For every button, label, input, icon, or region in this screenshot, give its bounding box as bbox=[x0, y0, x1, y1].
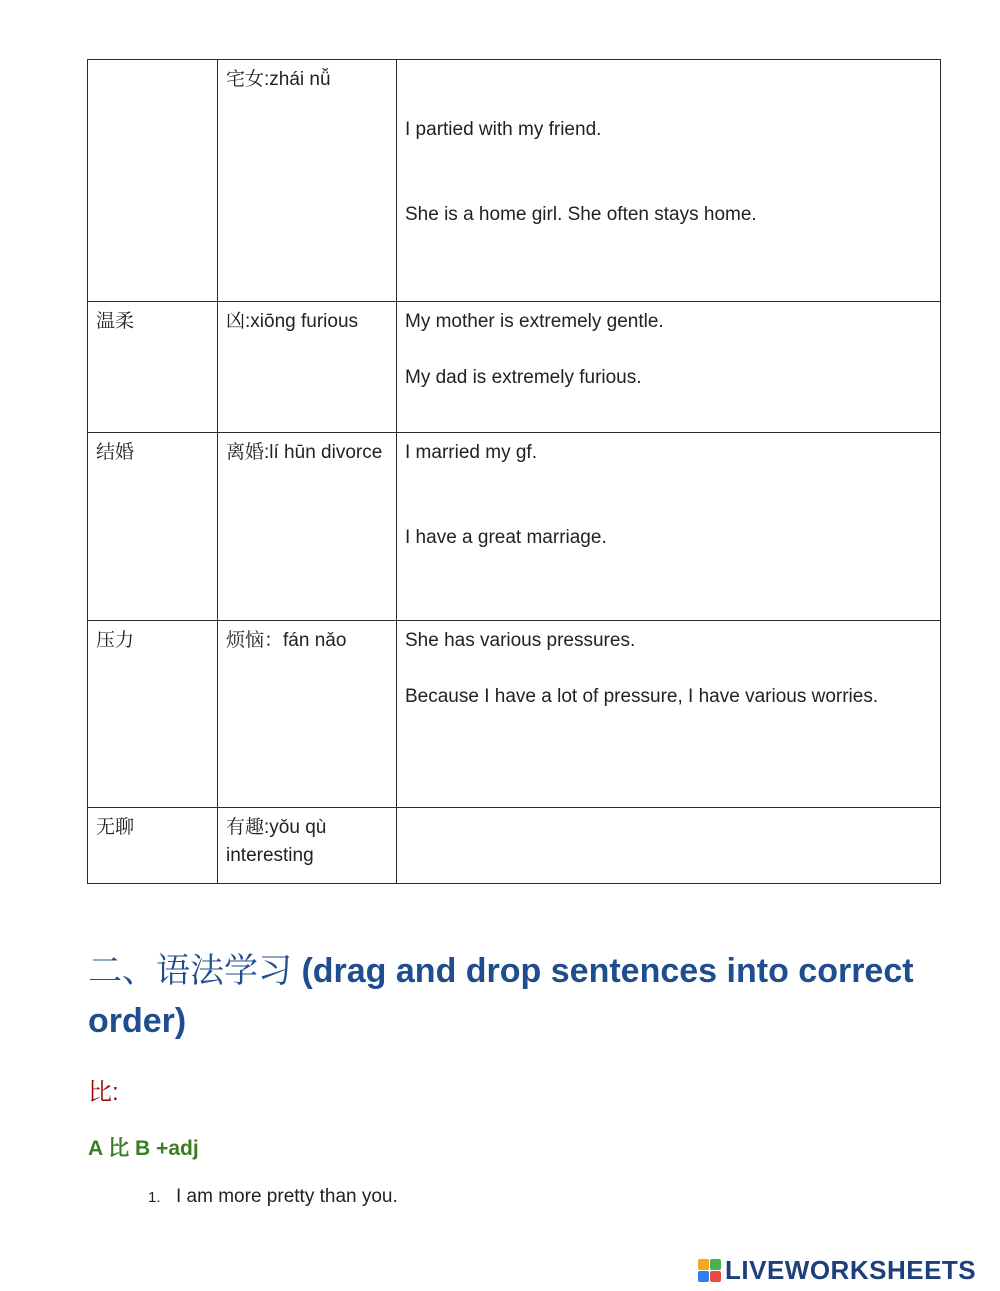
sentence-cell bbox=[397, 621, 941, 808]
sentence: She is a home girl. She often stays home. bbox=[405, 204, 757, 225]
item-number: 1. bbox=[148, 1189, 161, 1206]
word-cell: 压力 bbox=[88, 621, 218, 808]
heading-chinese: 二、语法学习 bbox=[88, 952, 292, 990]
sentence: My dad is extremely furious. bbox=[405, 367, 642, 388]
sentence: I partied with my friend. bbox=[405, 119, 602, 140]
list-item bbox=[148, 1186, 398, 1208]
contrast-cell: 离婚:lí hūn divorce bbox=[218, 433, 397, 621]
word-cell: 结婚 bbox=[88, 433, 218, 621]
word-cell: 无聊 bbox=[88, 808, 218, 884]
table-row bbox=[88, 621, 941, 808]
contrast-cell: 有趣:yǒu qù interesting bbox=[218, 808, 397, 884]
table-row bbox=[88, 302, 941, 433]
contrast-cell: 凶:xiōng furious bbox=[218, 302, 397, 433]
sentence: Because I have a lot of pressure, I have various worries. bbox=[405, 686, 879, 707]
sentence: She has various pressures. bbox=[405, 630, 636, 651]
item-text: I am more pretty than you. bbox=[176, 1186, 398, 1207]
logo-tile bbox=[710, 1271, 721, 1282]
sentence: I have a great marriage. bbox=[405, 527, 607, 548]
logo-tile bbox=[710, 1259, 721, 1270]
liveworksheets-logo-icon bbox=[698, 1259, 721, 1282]
word-cell: 温柔 bbox=[88, 302, 218, 433]
sentence: I married my gf. bbox=[405, 442, 537, 463]
sentence-cell bbox=[397, 808, 941, 884]
sentence: My mother is extremely gentle. bbox=[405, 311, 664, 332]
grammar-subheading: 比: bbox=[88, 1079, 119, 1106]
grammar-section-heading bbox=[88, 946, 948, 1046]
exercise-list bbox=[148, 1186, 398, 1208]
sentence-cell bbox=[397, 302, 941, 433]
table-row bbox=[88, 808, 941, 884]
heading-english: (drag and drop sentences into correct order) bbox=[88, 952, 914, 1040]
table-row bbox=[88, 433, 941, 621]
word-cell bbox=[88, 60, 218, 302]
sentence-cell bbox=[397, 60, 941, 302]
brand-text: LIVEWORKSHEETS bbox=[725, 1254, 977, 1285]
liveworksheets-brand bbox=[698, 1255, 976, 1285]
table-row bbox=[88, 60, 941, 302]
grammar-pattern: A 比 B +adj bbox=[88, 1137, 199, 1160]
sentence-cell bbox=[397, 433, 941, 621]
contrast-cell: 烦恼：fán nǎo bbox=[218, 621, 397, 808]
contrast-cell: 宅女:zhái nǚ bbox=[218, 60, 397, 302]
logo-tile bbox=[698, 1259, 709, 1270]
vocabulary-table bbox=[87, 59, 941, 884]
logo-tile bbox=[698, 1271, 709, 1282]
